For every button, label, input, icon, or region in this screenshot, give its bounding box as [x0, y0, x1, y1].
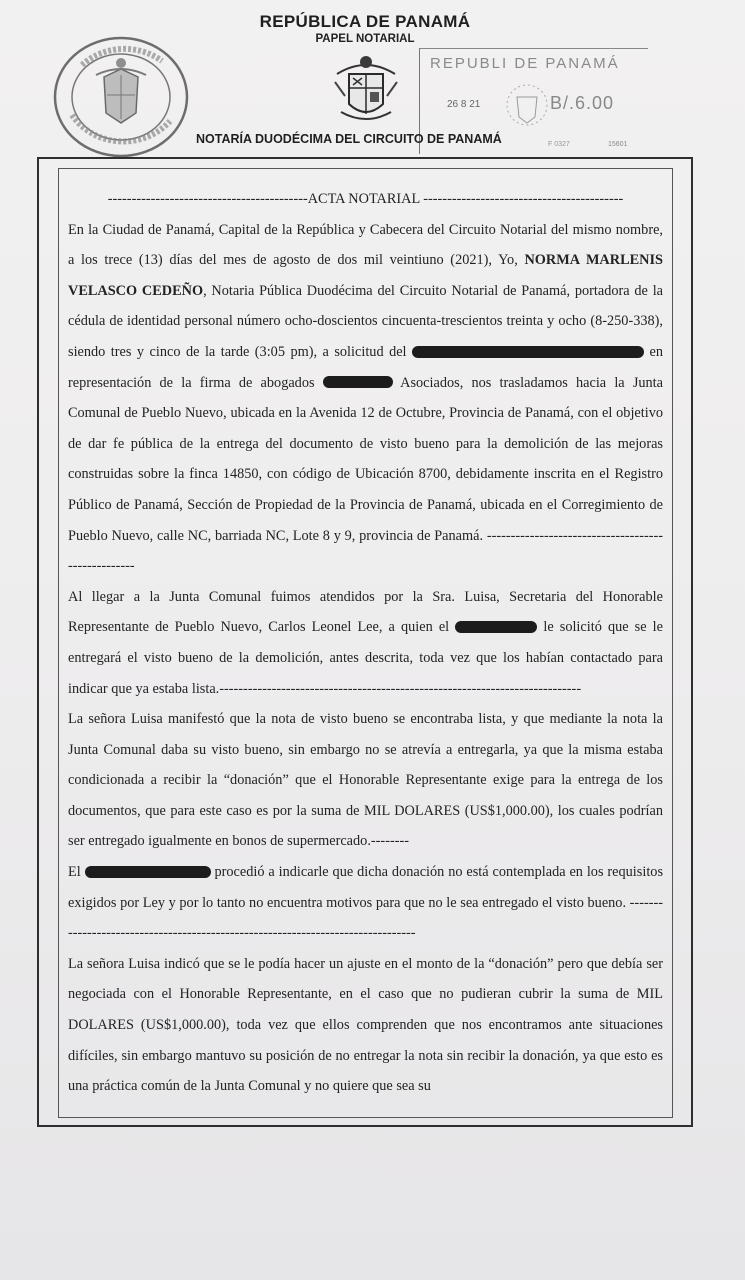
redaction-bar: [323, 376, 393, 388]
title-dashes-left: ------------------------------------------: [107, 191, 308, 207]
p3-dashes: --------: [370, 833, 409, 850]
redaction-bar: [412, 346, 644, 358]
paragraph-1: [68, 215, 663, 582]
acta-title: ACTA NOTARIAL: [307, 191, 420, 207]
redaction-bar: [455, 621, 537, 633]
notary-name: NORMA MARLENIS VELASCO CEDEÑO: [68, 252, 663, 299]
notary-seal-icon: [52, 35, 190, 159]
paragraph-2: [68, 582, 663, 704]
p1-text-a: En la Ciudad de Panamá, Capital de la República y Cabecera del Circuito Notarial del mismo nombre, a los trece (13) días del mes de agosto de dos mil veintiuno (2021), Yo,: [68, 221, 663, 269]
stamp-code-left: F 0327: [548, 141, 570, 148]
paragraph-4: [68, 857, 663, 949]
p2-text-a: Al llegar a la Junta Comunal fuimos atendidos por la Sra. Luisa, Secretaria del Honorable Representante de Pueblo Nuevo, Carlos Leonel Lee, a quien el: [68, 588, 663, 636]
redaction-bar: [85, 866, 211, 878]
title-dashes-right: ------------------------------------------: [423, 191, 624, 207]
p1-text-d: Asociados, nos trasladamos hacia la Junta Comunal de Pueblo Nuevo, ubicada en la Avenida 12 de Octubre, Provincia de Panamá, con el objetivo de dar fe pública de la entrega del documento de visto bueno para la demolición de las mejoras construidas sobre la finca 14850, con código de Ubicación 8700, debidamente inscrita en el Registro Público de Panamá, Sección de Propiedad de la Provincia de Panamá, ubicada en el Corregimiento de Pueblo Nuevo, calle NC, barriada NC, Lote 8 y 9, provincia de Panamá.: [68, 374, 663, 544]
stamp-date: 26 8 21: [447, 99, 481, 110]
notaria-heading: NOTARÍA DUODÉCIMA DEL CIRCUITO DE PANAMÁ: [196, 132, 502, 146]
p1-text-c: en representación de la firma de abogados: [68, 343, 663, 391]
stamp-code-right: 15601: [608, 141, 628, 148]
header-title: REPÚBLICA DE PANAMÁ: [259, 12, 471, 31]
p2-text-b: le solicitó que se le entregará el visto bueno de la demolición, antes descrita, toda vez que los habían contactado para indicar que ya estaba lista.: [68, 619, 663, 697]
acta-title-line: [68, 184, 663, 215]
p4-text-a: El: [68, 864, 85, 881]
p1-dashes: ---------------------------------------------------: [68, 527, 663, 575]
p2-dashes: ----------------------------------------------------------------------------: [219, 680, 582, 697]
coat-of-arms-icon: [333, 52, 399, 126]
p4-text-b: procedió a indicarle que dicha donación no está contemplada en los requisitos exigidos por Ley y por lo tanto no encuentra motivos para que no le sea entregado el visto bueno.: [68, 864, 664, 911]
p4-dashes: --------------------------------------------------------------------------------: [68, 894, 663, 942]
paragraph-5: [68, 949, 663, 1102]
acta-body: [68, 184, 663, 1102]
paragraph-3: [68, 704, 663, 857]
stamp-emblem-icon: [502, 75, 552, 135]
p5-text: La señora Luisa indicó que se le podía hacer un ajuste en el monto de la “donación” pero que debía ser negociada con el Honorable Representante, en el caso que no pudieran cubrir la suma de MIL DOLARES (US$1,000.00), toda vez que ellos comprenden que nos encontramos ante situaciones difíciles, sin embargo mantuvo su posición de no entregar la nota sin recibir la donación, ya que esto es una práctica común de la Junta Comunal y no quiere que sea su: [68, 955, 663, 1095]
stamp-amount: B/.6.00: [550, 93, 615, 113]
p1-text-b: , Notaria Pública Duodécima del Circuito Notarial de Panamá, portadora de la cédula de identidad personal número ocho-doscientos cincuenta-trescientos treinta y ocho (8-250-338), siendo tres y cinco de la tarde (3:05 pm), a solicitud del: [68, 282, 664, 360]
p3-text: La señora Luisa manifestó que la nota de visto bueno se encontraba lista, y que mediante la nota la Junta Comunal daba su visto bueno, sin embargo no se atrevía a entregarla, ya que la misma estaba condicionada a recibir la “donación” que el Honorable Representante exige para la entrega de los documentos, que para este caso es por la suma de MIL DOLARES (US$1,000.00), los cuales podrían ser entregado igualmente en bonos de supermercado.: [68, 711, 663, 850]
header-subtitle: PAPEL NOTARIAL: [315, 33, 415, 45]
stamp-republica: REPUBLI DE PANAMÁ: [430, 55, 620, 72]
